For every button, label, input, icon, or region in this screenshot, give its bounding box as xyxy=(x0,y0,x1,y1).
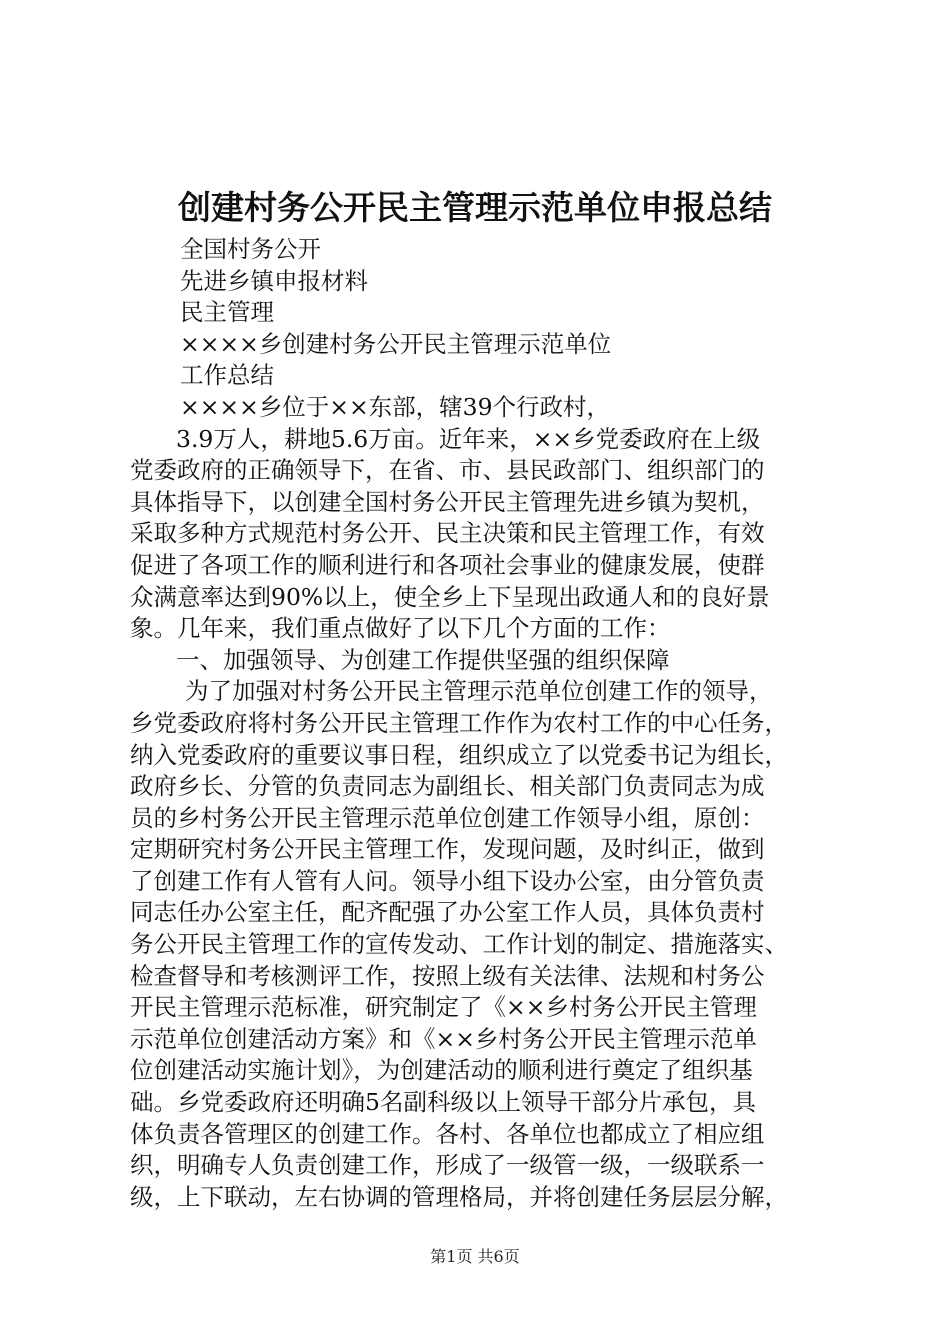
text-line: 3.9万人，耕地5.6万亩。近年来，××乡党委政府在上级 xyxy=(176,424,761,453)
text-line: 体负责各管理区的创建工作。各村、各单位也都成立了相应组 xyxy=(130,1119,765,1148)
text-line: 全国村务公开 xyxy=(180,235,321,263)
text-line: 检查督导和考核测评工作，按照上级有关法律、法规和村务公 xyxy=(130,961,765,990)
text-line: 乡党委政府将村务公开民主管理工作作为农村工作的中心任务， xyxy=(130,708,788,737)
text-line: 具体指导下，以创建全国村务公开民主管理先进乡镇为契机， xyxy=(130,487,765,516)
text-line: 民主管理 xyxy=(180,298,274,327)
page-footer: 第1页 共6页 xyxy=(430,1247,520,1266)
text-line: 采取多种方式规范村务公开、民主决策和民主管理工作，有效 xyxy=(130,519,765,548)
text-line: ××××乡位于××东部，辖39个行政村， xyxy=(180,392,611,421)
text-line: 员的乡村务公开民主管理示范单位创建工作领导小组，原创： xyxy=(130,803,765,832)
text-line: 开民主管理示范标准，研究制定了《××乡村务公开民主管理 xyxy=(130,993,757,1022)
text-line: 众满意率达到90%以上，使全乡上下呈现出政通人和的良好景 xyxy=(130,582,770,611)
text-line: 工作总结 xyxy=(180,361,274,390)
document-title: 创建村务公开民主管理示范单位申报总结 xyxy=(178,188,772,227)
text-line: 为了加强对村务公开民主管理示范单位创建工作的领导， xyxy=(185,677,773,706)
text-line: 织，明确专人负责创建工作，形成了一级管一级，一级联系一 xyxy=(130,1151,765,1180)
text-line: 先进乡镇申报材料 xyxy=(180,266,368,295)
text-line: 党委政府的正确领导下，在省、市、县民政部门、组织部门的 xyxy=(130,456,765,485)
text-line: ××××乡创建村务公开民主管理示范单位 xyxy=(180,329,612,358)
section-heading: 一、加强领导、为创建工作提供坚强的组织保障 xyxy=(176,645,670,674)
text-line: 象。几年来，我们重点做好了以下几个方面的工作： xyxy=(130,614,671,643)
text-line: 级，上下联动，左右协调的管理格局，并将创建任务层层分解， xyxy=(130,1182,788,1211)
text-line: 示范单位创建活动方案》和《××乡村务公开民主管理示范单 xyxy=(130,1024,757,1053)
document-body xyxy=(130,234,830,1213)
text-line: 定期研究村务公开民主管理工作，发现问题，及时纠正，做到 xyxy=(130,835,765,864)
text-line: 了创建工作有人管有人问。领导小组下设办公室，由分管负责 xyxy=(130,866,765,895)
text-line: 务公开民主管理工作的宣传发动、工作计划的制定、措施落实、 xyxy=(130,930,788,959)
text-line: 础。乡党委政府还明确5名副科级以上领导干部分片承包，具 xyxy=(130,1088,756,1117)
text-line: 政府乡长、分管的负责同志为副组长、相关部门负责同志为成 xyxy=(130,772,765,801)
text-line: 位创建活动实施计划》，为创建活动的顺利进行奠定了组织基 xyxy=(130,1056,753,1085)
text-line: 促进了各项工作的顺利进行和各项社会事业的健康发展，使群 xyxy=(130,550,765,579)
text-line: 同志任办公室主任，配齐配强了办公室工作人员，具体负责村 xyxy=(130,898,765,927)
text-line: 纳入党委政府的重要议事日程，组织成立了以党委书记为组长， xyxy=(130,740,788,769)
